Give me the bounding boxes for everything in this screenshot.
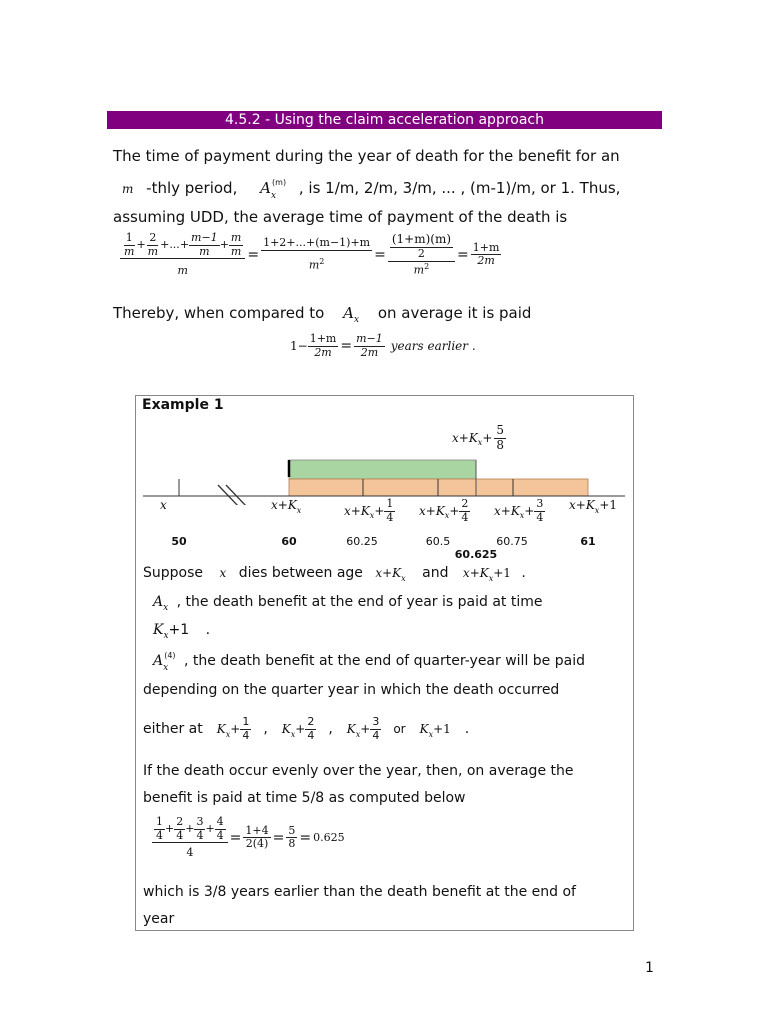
frac-product-over-m2: $\frac{\frac{(1+m)(m)}{2}}{m^2}$ [388, 233, 455, 277]
either-at-line: either at $K_x$ + $\frac{1}{4}$ , $K_x$ + $\frac{2}{4}$ , $K_x$ + $\frac{3}{4}$ or $K_x+1$ . [143, 715, 470, 742]
evenly-line-2: benefit is paid at time 5/8 as computed below [143, 790, 466, 806]
intro-line-2a: -thly period, [146, 179, 238, 197]
formula-avg-time: $\frac{1}{m}$ + $\frac{2}{m}$ + ... + $\frac{m-1}{m}$ + $\frac{m}{m}$ m = $\frac{1+2+...+(m-1)+m}{m^2}$ = $\frac{\frac{(1+m)(m)}{2}}{m^2}$ = $\frac{1+m}{2m}$ [120, 232, 501, 278]
axis-value-60-625: 60.625 [454, 548, 498, 561]
axis-value-61: 61 [580, 535, 596, 548]
break-mark-2 [226, 485, 247, 505]
example-heading: Example 1 [142, 397, 224, 413]
formula-five-eighths: $\frac{1}{4}$ + $\frac{2}{4}$ + $\frac{3}{4}$ + $\frac{4}{4}$ 4 = $\frac{1+4}{2(4)}$ = $\frac{5}{8}$ = 0.625 [152, 816, 345, 860]
formula-years-earlier: 1− $\frac{1+m}{2m}$ = $\frac{m-1}{2m}$ years earlier . [290, 332, 476, 359]
axis-label-x-kx: $x+K_x$ [271, 498, 302, 515]
page-number: 1 [645, 960, 654, 976]
axis-value-60-75: 60.75 [496, 535, 528, 548]
intro-line-2 [122, 178, 621, 201]
axis-value-50: 50 [171, 535, 187, 548]
m-sup: (m) [272, 178, 287, 187]
depending-line: depending on the quarter year in which the death occurred [143, 682, 560, 698]
intro-line-2b: , is 1/m, 2/m, 3/m, ... , (m-1)/m, or 1. Thus, [298, 179, 621, 197]
axis-value-60-25: 60.25 [346, 535, 378, 548]
axis-label-quarter-2: x+K x + $\frac{2}{4}$ [419, 497, 469, 524]
axis-value-60: 60 [281, 535, 297, 548]
axis-label-quarter-3: x+K x + $\frac{3}{4}$ [494, 497, 544, 524]
section-header: 4.5.2 - Using the claim acceleration approach [107, 111, 662, 129]
a4-benefit-line: $A_x^{(4)}$ , the death benefit at the end of quarter-year will be paid [153, 651, 585, 673]
frac-sum-over-m: $\frac{1}{m}$ + $\frac{2}{m}$ + ... + $\frac{m-1}{m}$ + $\frac{m}{m}$ m [120, 232, 245, 278]
x-sub: x [270, 191, 277, 201]
A-x-m-symbol [260, 178, 295, 201]
green-bar [289, 460, 476, 479]
earlier-line-1: which is 3/8 years earlier than the death benefit at the end of [143, 884, 576, 900]
thereby-line [113, 304, 532, 325]
evenly-line-1: If the death occur evenly over the year, then, on average the [143, 763, 574, 779]
A-symbol: A [260, 179, 271, 197]
frac-sum-over-m2: $\frac{1+2+...+(m-1)+m}{m^2}$ [263, 236, 371, 272]
axis-label-x-kx-1: $x+K_x+1$ [569, 498, 618, 515]
m-symbol: m [122, 182, 134, 196]
earlier-line-2: year [143, 911, 175, 927]
frac-1pm-over-2m: $\frac{1+m}{2m}$ [472, 240, 500, 268]
thereby-text: Thereby, when compared to [113, 304, 325, 322]
axis-label-quarter-1: x+K x + $\frac{1}{4}$ [344, 497, 394, 524]
kx-plus-1-line: $K_x+1$ . [153, 622, 211, 641]
ax-benefit-line: $A_x$ , the death benefit at the end of year is paid at time [153, 594, 543, 613]
A-x-symbol: $A_x$ [343, 304, 360, 325]
intro-line-3: assuming UDD, the average time of payment of the death is [113, 208, 568, 226]
axis-value-60-5: 60.5 [425, 535, 451, 548]
intro-line-1: The time of payment during the year of death for the benefit for an [113, 147, 620, 165]
label-x-kx-5-8: x+K x + $\frac{5}{8}$ [452, 423, 505, 452]
suppose-line: Suppose x dies between age $x+K_x$ and $x+K_x+1$ . [143, 565, 526, 583]
paid-text: on average it is paid [377, 304, 532, 322]
axis-label-x: x [160, 498, 167, 512]
